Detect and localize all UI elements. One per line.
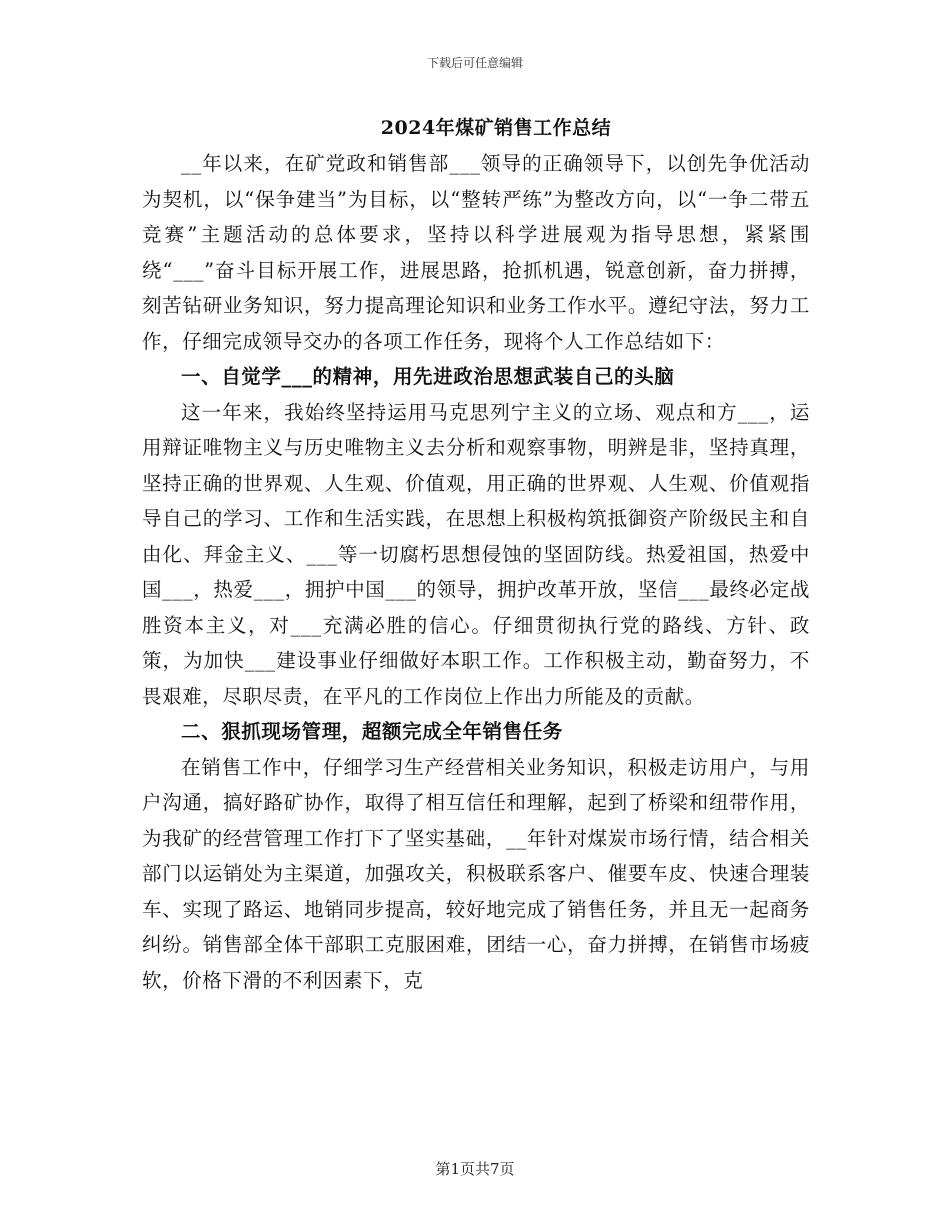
section-2-paragraph: 在销售工作中，仔细学习生产经营相关业务知识，积极走访用户，与用户沟通，搞好路矿协作，取得了相互信任和理解，起到了桥梁和纽带作用，为我矿的经营管理工作打下了坚实基础，__年针对煤炭市场行情，结合相关部门以运销处为主渠道，加强攻关，积极联系客户、催要车皮、快速合理装车、实现了路运、地销同步提高，较好地完成了销售任务，并且无一起商务纠纷。销售部全体干部职工克服困难，团结一心，奋力拼搏，在销售市场疲软，价格下滑的不利因素下，克 <box>142 755 810 992</box>
intro-paragraph: __年以来，在矿党政和销售部___领导的正确领导下，以创先争优活动为契机，以“保争建当”为目标，以“整转严练”为整改方向，以“一争二带五竞赛”主题活动的总体要求，坚持以科学进展观为指导思想，紧紧围绕“___”奋斗目标开展工作，进展思路，抢抓机遇，锐意创新，奋力拼搏，刻苦钻研业务知识，努力提高理论知识和业务工作水平。遵纪守法，努力工作，仔细完成领导交办的各项工作任务，现将个人工作总结如下： <box>142 152 810 353</box>
document-body <box>142 110 810 998</box>
section-1-paragraph: 这一年来，我始终坚持运用马克思列宁主义的立场、观点和方___，运用辩证唯物主义与历史唯物主义去分析和观察事物，明辨是非，坚持真理，坚持正确的世界观、人生观、价值观，用正确的世界观、人生观、价值观指导自己的学习、工作和生活实践，在思想上积极构筑抵御资产阶级民主和自由化、拜金主义、___等一切腐朽思想侵蚀的坚固防线。热爱祖国，热爱中国___，热爱___，拥护中国___的领导，拥护改革开放，坚信___最终必定战胜资本主义，对___充满必胜的信心。仔细贯彻执行党的路线、方针、政策，为加快___建设事业仔细做好本职工作。工作积极主动，勤奋努力，不畏艰难，尽职尽责，在平凡的工作岗位上作出力所能及的贡献。 <box>142 400 810 708</box>
document-title: 2024年煤矿销售工作总结 <box>380 117 612 139</box>
header-note: 下载后可任意编辑 <box>426 56 523 70</box>
section-2-heading: 二、狠抓现场管理，超额完成全年销售任务 <box>181 720 563 743</box>
page-footer: 第1页共7页 <box>435 1160 515 1178</box>
section-1-heading: 一、自觉学___的精神，用先进政治思想武装自己的头脑 <box>181 365 675 388</box>
